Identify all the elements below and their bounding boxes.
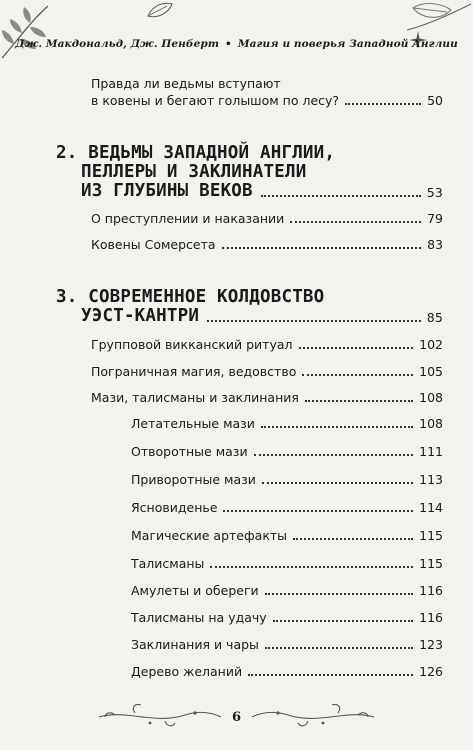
toc-page-number: 83 xyxy=(427,237,443,252)
toc-page-number: 113 xyxy=(419,472,443,487)
toc-subentry[interactable] xyxy=(131,415,443,432)
toc-subentry[interactable] xyxy=(131,582,443,599)
leader-dots xyxy=(273,620,413,622)
toc-entry[interactable] xyxy=(91,75,443,92)
leader-dots xyxy=(265,593,413,595)
chapter-heading[interactable] xyxy=(81,182,443,201)
toc-subentry[interactable] xyxy=(131,443,443,460)
toc-entry-title: Амулеты и обереги xyxy=(131,583,259,598)
toc-entry-title: Мази, талисманы и заклинания xyxy=(91,390,299,405)
toc-entry-title: в ковены и бегают голышом по лесу? xyxy=(91,93,340,108)
chapter-heading[interactable]: 2. ВЕДЬМЫ ЗАПАДНОЙ АНГЛИИ, xyxy=(56,143,336,163)
toc-page-number: 50 xyxy=(427,93,443,108)
toc-entry-title: Талисманы xyxy=(131,556,205,571)
toc-entry-title: Магические артефакты xyxy=(131,528,288,543)
toc-entry[interactable] xyxy=(91,336,443,353)
leader-dots xyxy=(261,195,421,197)
toc-subentry[interactable] xyxy=(131,636,443,653)
toc-entry[interactable] xyxy=(91,389,443,406)
leader-dots xyxy=(290,221,421,223)
toc-page-number: 111 xyxy=(419,444,443,459)
toc-page-number: 126 xyxy=(419,664,443,679)
leader-dots xyxy=(302,374,413,376)
page-number: 6 xyxy=(231,710,242,725)
leader-dots xyxy=(345,103,421,105)
header-authors: Дж. Макдональд, Дж. Пенберт xyxy=(15,38,220,50)
toc-entry[interactable] xyxy=(91,363,443,380)
toc-page-number: 85 xyxy=(426,310,443,325)
toc-page-number: 108 xyxy=(419,390,443,405)
toc-entry[interactable] xyxy=(91,210,443,227)
chapter-heading-text: ИЗ ГЛУБИНЫ ВЕКОВ xyxy=(81,181,253,201)
leader-dots xyxy=(222,247,422,249)
toc-entry-title: Пограничная магия, ведовство xyxy=(91,364,297,379)
leader-dots xyxy=(248,674,413,676)
toc-entry-title: Заклинания и чары xyxy=(131,637,259,652)
toc-page-number: 79 xyxy=(427,211,443,226)
toc-entry-title: Приворотные мази xyxy=(131,472,256,487)
toc-page-number: 114 xyxy=(419,500,443,515)
toc-page-number: 116 xyxy=(419,583,443,598)
toc-entry-title: Летательные мази xyxy=(131,416,255,431)
toc-entry-title: Дерево желаний xyxy=(131,664,243,679)
chapter-heading[interactable]: 3. СОВРЕМЕННОЕ КОЛДОВСТВО xyxy=(56,287,325,307)
toc-entry[interactable] xyxy=(91,236,443,253)
toc-entry-title: О преступлении и наказании xyxy=(91,211,285,226)
toc-page-number: 123 xyxy=(419,637,443,652)
toc-entry-title: Групповой викканский ритуал xyxy=(91,337,293,352)
leader-dots xyxy=(299,347,414,349)
leader-dots xyxy=(210,566,413,568)
header-book-title: Магия и поверья Западной Англии xyxy=(237,38,458,50)
toc-entry-title: Талисманы на удачу xyxy=(131,610,267,625)
toc-entry[interactable] xyxy=(91,92,443,109)
toc-page-number: 102 xyxy=(419,337,443,352)
header-separator: • xyxy=(225,38,232,50)
toc-entry-title: Отворотные мази xyxy=(131,444,248,459)
toc-subentry[interactable] xyxy=(131,527,443,544)
toc-entry-title: Ковены Сомерсета xyxy=(91,237,216,252)
toc-subentry[interactable] xyxy=(131,471,443,488)
leader-dots xyxy=(254,454,414,456)
toc-page-number: 115 xyxy=(419,528,443,543)
chapter-heading[interactable]: ПЕЛЛЕРЫ И ЗАКЛИНАТЕЛИ xyxy=(81,162,307,182)
toc-page-number: 105 xyxy=(419,364,443,379)
toc-entry-title: Ясновиденье xyxy=(131,500,218,515)
toc-entry-title: Правда ли ведьмы вступают xyxy=(91,76,281,91)
leader-dots xyxy=(305,400,413,402)
leader-dots xyxy=(293,538,413,540)
toc-page-number: 53 xyxy=(426,185,443,200)
toc-page-number: 116 xyxy=(419,610,443,625)
toc-page-number: 115 xyxy=(419,556,443,571)
chapter-heading-text: УЭСТ-КАНТРИ xyxy=(81,306,200,326)
leader-dots xyxy=(223,510,413,512)
leader-dots xyxy=(261,426,413,428)
leader-dots xyxy=(207,320,421,322)
toc-page-number: 108 xyxy=(419,416,443,431)
toc-subentry[interactable] xyxy=(131,663,443,680)
toc-subentry[interactable] xyxy=(131,609,443,626)
leader-dots xyxy=(262,482,413,484)
toc-subentry[interactable] xyxy=(131,555,443,572)
toc-subentry[interactable] xyxy=(131,499,443,516)
leader-dots xyxy=(265,647,413,649)
chapter-heading[interactable] xyxy=(81,307,443,326)
